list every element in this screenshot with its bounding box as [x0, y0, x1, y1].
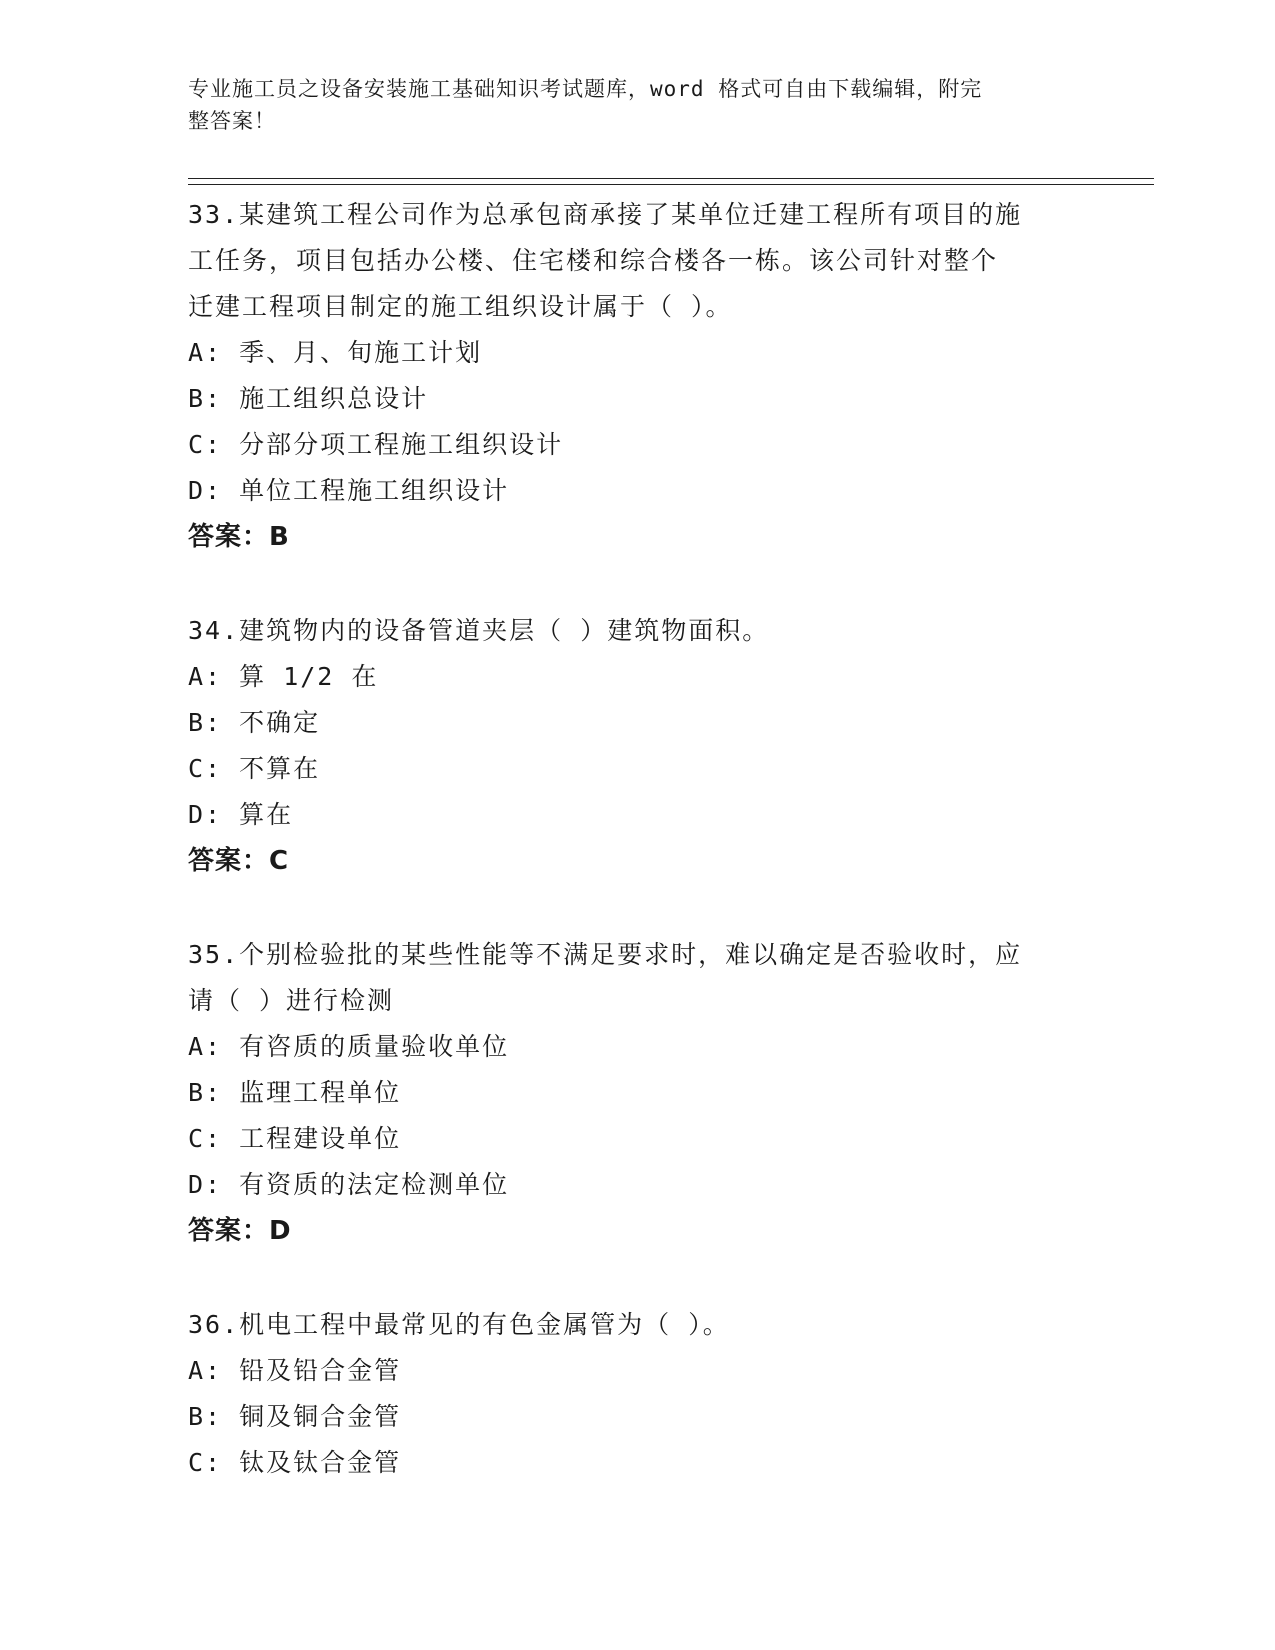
- question-text: 迁建工程项目制定的施工组织设计属于（ ）。: [188, 292, 733, 321]
- question-text: 36.机电工程中最常见的有色金属管为（ ）。: [188, 1310, 730, 1339]
- header-divider: [188, 178, 1154, 179]
- option-b: B: 监理工程单位: [188, 1078, 402, 1107]
- question-35: [188, 932, 1088, 1254]
- answer-label: 答案：D: [188, 1216, 292, 1246]
- option-b: B: 不确定: [188, 708, 321, 737]
- option-c: C: 钛及钛合金管: [188, 1448, 402, 1477]
- question-text: 工任务，项目包括办公楼、住宅楼和综合楼各一栋。该公司针对整个: [188, 246, 999, 275]
- option-d: D: 单位工程施工组织设计: [188, 476, 510, 505]
- answer-label: 答案：B: [188, 522, 290, 552]
- header-line: 整答案！: [188, 109, 276, 133]
- option-d: D: 算在: [188, 800, 294, 829]
- header-line: 专业施工员之设备安装施工基础知识考试题库，word 格式可自由下载编辑，附完: [188, 77, 983, 101]
- option-c: C: 工程建设单位: [188, 1124, 402, 1153]
- option-a: A: 季、月、旬施工计划: [188, 338, 483, 367]
- question-33: [188, 192, 1088, 560]
- question-list: [188, 192, 1088, 1534]
- option-c: C: 分部分项工程施工组织设计: [188, 430, 564, 459]
- option-b: B: 铜及铜合金管: [188, 1402, 402, 1431]
- question-34: [188, 608, 1088, 884]
- question-text: 35.个别检验批的某些性能等不满足要求时，难以确定是否验收时，应: [188, 940, 1023, 969]
- option-b: B: 施工组织总设计: [188, 384, 429, 413]
- question-36: [188, 1302, 1088, 1486]
- option-d: D: 有资质的法定检测单位: [188, 1170, 510, 1199]
- option-c: C: 不算在: [188, 754, 321, 783]
- answer-label: 答案：C: [188, 846, 290, 876]
- option-a: A: 算 1/2 在: [188, 662, 379, 691]
- question-text: 请（ ）进行检测: [188, 986, 395, 1015]
- question-text: 33.某建筑工程公司作为总承包商承接了某单位迁建工程所有项目的施: [188, 200, 1023, 229]
- document-header: [188, 73, 1068, 137]
- option-a: A: 铅及铅合金管: [188, 1356, 402, 1385]
- header-divider: [188, 184, 1154, 185]
- question-text: 34.建筑物内的设备管道夹层（ ）建筑物面积。: [188, 616, 770, 645]
- option-a: A: 有咨质的质量验收单位: [188, 1032, 510, 1061]
